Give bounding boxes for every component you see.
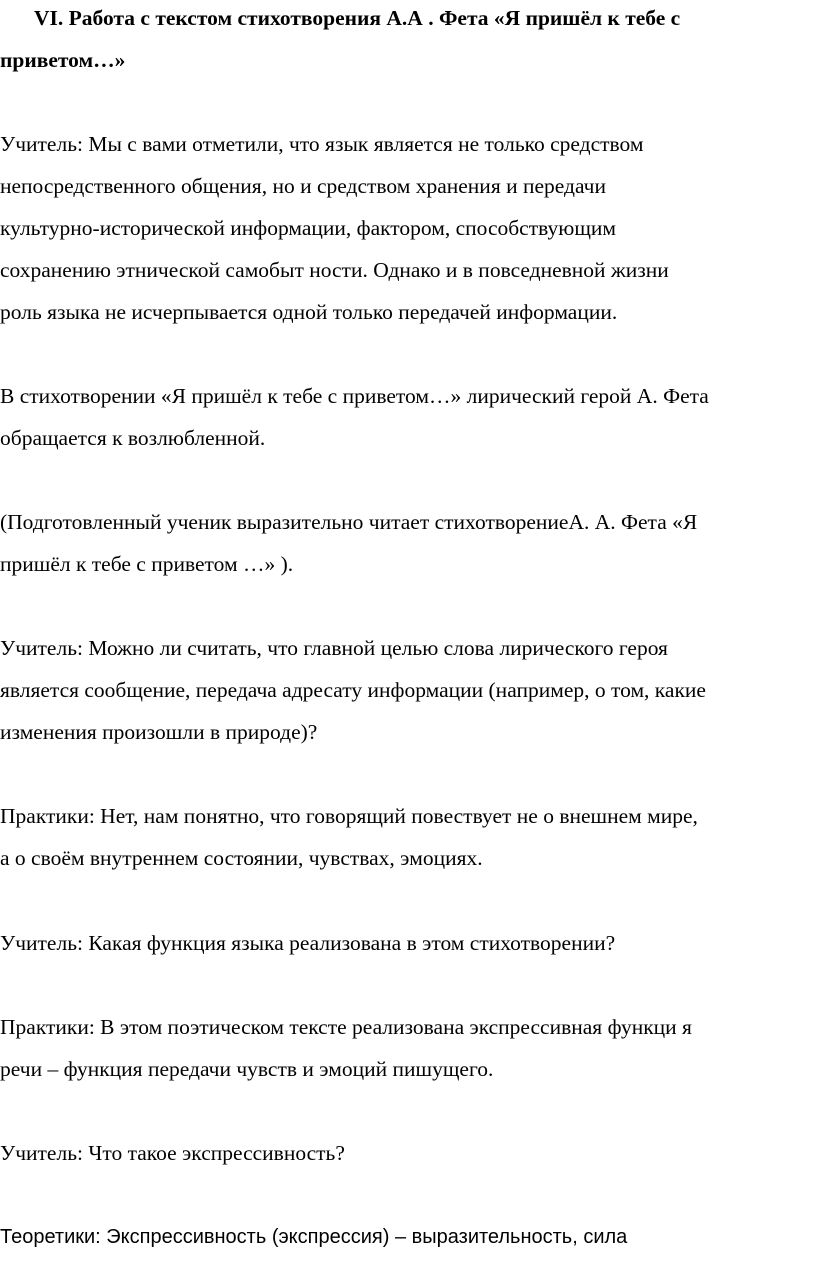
paragraph-line: Практики: В этом поэтическом тексте реализована экспрессивная функци я <box>0 1015 692 1039</box>
paragraph-line: Учитель: Можно ли считать, что главной целью слова лирического героя <box>0 636 668 660</box>
paragraph-line: речи – функция передачи чувств и эмоций пишущего. <box>0 1057 494 1081</box>
paragraph-line: сохранению этнической самобыт ности. Однако и в повседневной жизни <box>0 258 669 282</box>
section-title: приветом…» <box>0 48 126 72</box>
paragraph-line: Теоретики: Экспрессивность (экспрессия) – выразительность, сила <box>0 1226 628 1248</box>
section-title: VI. Работа с текстом стихотворения А.А . Фета «Я пришёл к тебе с <box>34 6 681 30</box>
paragraph-line: (Подготовленный ученик выразительно читает стихотворениеА. А. Фета «Я <box>0 510 698 534</box>
paragraph-line: роль языка не исчерпывается одной только передачей информации. <box>0 300 618 324</box>
paragraph-line: В стихотворении «Я пришёл к тебе с приветом…» лирический герой А. Фета <box>0 384 709 408</box>
paragraph-line: культурно-исторической информации, фактором, способствующим <box>0 216 617 240</box>
paragraph-line: непосредственного общения, но и средством хранения и передачи <box>0 174 606 198</box>
paragraph-line: Учитель: Какая функция языка реализована в этом стихотворении? <box>0 931 616 955</box>
paragraph-line: пришёл к тебе с приветом …» ). <box>0 552 294 576</box>
paragraph-line: изменения произошли в природе)? <box>0 720 318 744</box>
paragraph-line: Практики: Нет, нам понятно, что говорящий повествует не о внешнем мире, <box>0 804 698 828</box>
paragraph-line: обращается к возлюбленной. <box>0 426 266 450</box>
paragraph-line: Учитель: Что такое экспрессивность? <box>0 1141 345 1165</box>
paragraph-line: является сообщение, передача адресату информации (например, о том, какие <box>0 678 706 702</box>
paragraph-line: а о своём внутреннем состоянии, чувствах, эмоциях. <box>0 846 483 870</box>
paragraph-line: Учитель: Мы с вами отметили, что язык является не только средством <box>0 132 644 156</box>
